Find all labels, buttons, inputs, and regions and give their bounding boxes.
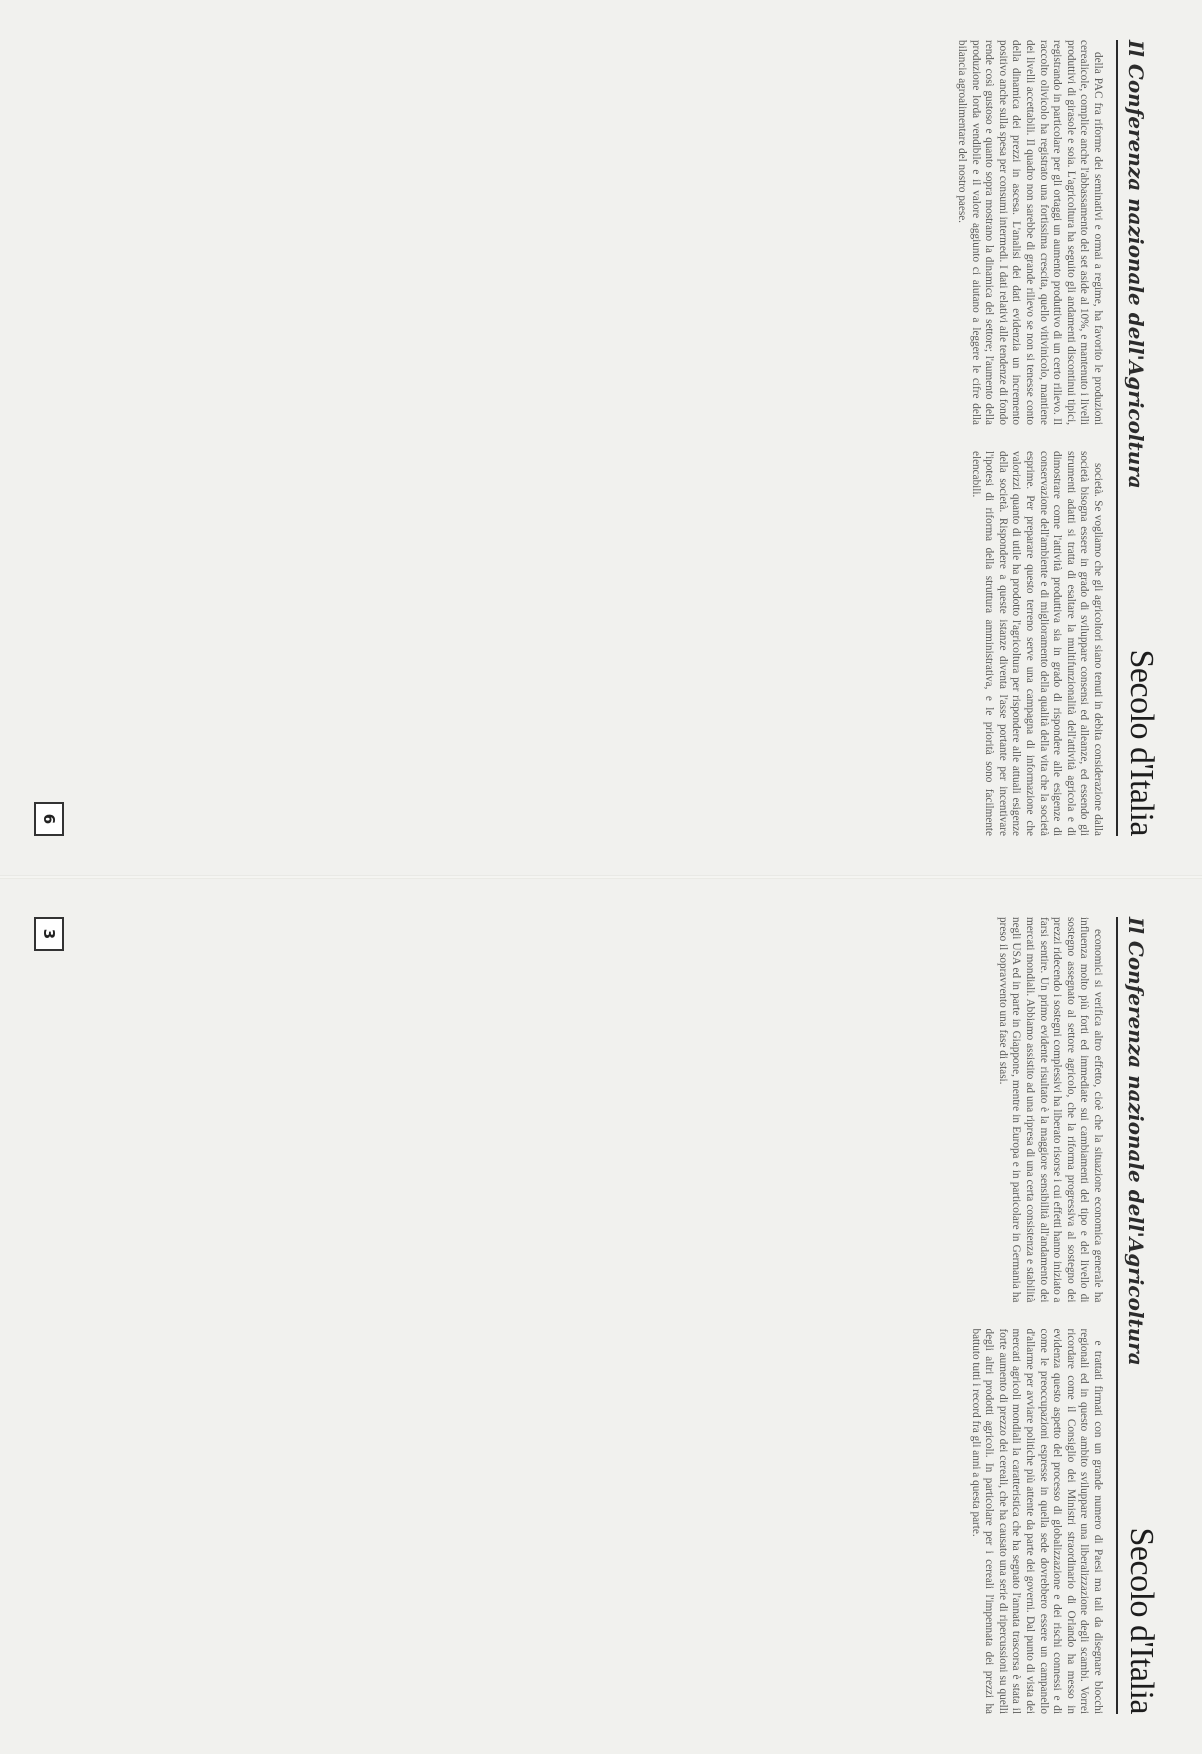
article-paragraph: economici si verifica altro effetto, cioè che la situazione economica generale ha influenza molto più forti ed immediate sui cambiamenti del tipo e del livello di sostegno assegnato al settore agricolo, che la riforma progressiva al sostegno dei prezzi ridecendo i sostegni complessivi ha liberato risorse i cui effetti hanno iniziato a farsi sentire. Un primo evidente risultato è la maggiore sensibilità all'andamento dei mercati mondiali. Abbiamo assistito ad una ripresa di una certa consistenza e stabilità negli USA ed in parte in Giappone, mentre in Europa e in particolare in Germania ha preso il sopravvento una fase di stasi. — [996, 917, 1104, 1303]
article-columns — [90, 40, 1104, 836]
page-header — [1116, 917, 1164, 1714]
running-title: Il Conferenza nazionale dell'Agricoltura — [1124, 917, 1148, 1366]
article-column-2 — [90, 1329, 1104, 1715]
running-title: Il Conferenza nazionale dell'Agricoltura — [1124, 40, 1148, 489]
article-paragraph: società. Se vogliamo che gli agricoltori siano tenuti in debita considerazione dalla società bisogna essere in grado di sviluppare consensi ed alleanze, ed essendo gli strumenti adatti si tratta di esaltare la multifunzionalità dell'attività agricola e di dimostrare come l'attività produttiva sia in grado di rispondere alle esigenze di conservazione dell'ambiente e di miglioramento della qualità della vita che la società esprime. Per preparare questo terreno serve una campagna di informazione che valorizzi quanto di utile ha prodotto l'agricoltura per rispondere alle attuali esigenze della società. Rispondere a queste istanze diventa l'asse portante per incentivare l'ipotesi di riforma della struttura amministrativa, e le priorità sono facilmente elencabili. — [969, 451, 1104, 836]
right-page — [0, 877, 1202, 1754]
article-column-2 — [90, 451, 1104, 836]
article-paragraph: e trattati firmati con un grande numero di Paesi ma tali da disegnare blocchi regionali ed in questo ambito sviluppare una liberalizzazione degli scambi. Vorrei ricordare come il Consiglio dei Ministri straordinario di Orlando ha messo in evidenza questo aspetto del processo di globalizzazione e dei rischi connessi e di come le preoccupazioni espresse in quella sede dovrebbero essere un campanello d'allarme per avviare politiche più attente da parte dei governi. Dal punto di vista dei mercati agricoli mondiali la caratteristica che ha segnato l'annata trascorsa è stata il forte aumento di prezzo dei cereali, che ha causato una serie di ripercussioni su quelli degli altri prodotti agricoli. In particolare per i cereali l'impennata dei prezzi ha battuto tutti i record fra gli anni a questa parte. — [969, 1328, 1104, 1714]
article-paragraph: della PAC fra riforme dei seminativi e ormai a regime, ha favorito le produzioni cerealicole, complice anche l'abbassamento del set aside al 10%, e mantenuto i livelli produttivi di girasole e soia. L'agricoltura ha seguito gli andamenti discontinui tipici, registrando in particolare per gli ortaggi un aumento produttivo di un certo rilievo. Il raccolto olivicolo ha registrato una fortissima crescita, quello vitivinicolo, mantiene dei livelli accettabili. Il quadro non sarebbe di grande rilievo se non si tenesse conto della dinamica dei prezzi in ascesa. L'analisi dei dati evidenzia un incremento positivo anche sulla spesa per consumi intermedi. I dati relativi alle tendenze di fondo rende così gustoso e quanto sopra mostrano la dinamica del settore; l'aumento della produzione lorda vendibile e il valore aggiunto ci aiutano a leggere le cifre della bilancia agroalimentare del nostro paese. — [956, 40, 1104, 425]
article-columns — [90, 917, 1104, 1714]
masthead-logo: Secolo d'Italia — [1123, 649, 1160, 836]
article-column-1 — [90, 917, 1104, 1303]
page-number: 6 — [34, 802, 64, 836]
masthead-logo: Secolo d'Italia — [1123, 1527, 1160, 1714]
article-column-1 — [90, 40, 1104, 425]
page-header — [1116, 40, 1164, 836]
page-number: 3 — [34, 917, 64, 951]
